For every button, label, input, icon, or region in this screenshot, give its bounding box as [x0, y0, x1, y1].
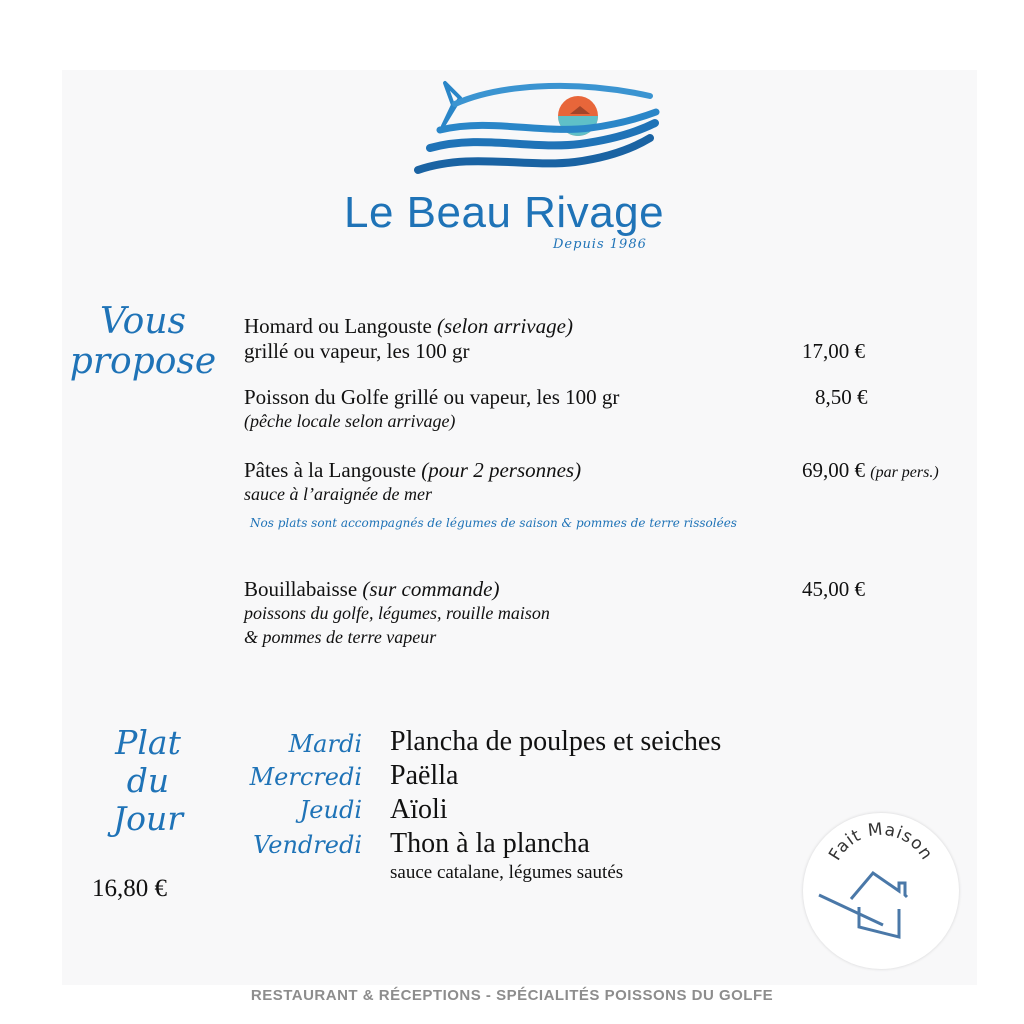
- menu-item-homard-price: 17,00 €: [802, 339, 865, 363]
- dish-jeudi: Aïoli: [390, 794, 448, 825]
- menu-item-poisson-detail: (pêche locale selon arrivage): [244, 411, 456, 431]
- menu-item-homard: Homard ou Langouste (selon arrivage): [244, 314, 573, 338]
- dish-mercredi: Paëlla: [390, 760, 459, 791]
- menu-item-homard-detail: grillé ou vapeur, les 100 gr: [244, 339, 470, 363]
- section-title-specials: Vous propose: [69, 301, 217, 382]
- dish-vendredi-detail: sauce catalane, légumes sautés: [390, 862, 624, 883]
- brand-name: Le Beau Rivage: [344, 188, 665, 237]
- menu-item-bouillabaisse-detail-2: & pommes de terre vapeur: [244, 627, 437, 647]
- dish-vendredi: Thon à la plancha: [390, 828, 590, 859]
- fait-maison-badge: [803, 813, 959, 969]
- menu-item-pates-price: 69,00 € (par pers.): [802, 458, 939, 482]
- day-jeudi: Jeudi: [299, 796, 362, 824]
- dish-mardi: Plancha de poulpes et seiches: [390, 726, 722, 757]
- day-vendredi: Vendredi: [253, 831, 362, 859]
- menu-item-bouillabaisse: Bouillabaisse (sur commande): [244, 577, 500, 601]
- menu-item-bouillabaisse-price: 45,00 €: [802, 577, 865, 601]
- footer-tagline: RESTAURANT & RÉCEPTIONS - SPÉCIALITÉS POISSONS DU GOLFE: [250, 987, 774, 1004]
- section-title-plat-du-jour: Plat du Jour: [112, 723, 184, 838]
- menu-item-pates: Pâtes à la Langouste (pour 2 personnes): [244, 458, 582, 482]
- house-icon: [803, 813, 959, 969]
- menu-item-bouillabaisse-detail-1: poissons du golfe, légumes, rouille maison: [244, 603, 550, 623]
- badge-text: Fait Maison: [825, 819, 937, 865]
- menu-item-poisson: Poisson du Golfe grillé ou vapeur, les 100 gr: [244, 385, 620, 409]
- day-mercredi: Mercredi: [249, 763, 362, 791]
- svg-text:Fait Maison: [825, 820, 937, 865]
- menu-item-poisson-price: 8,50 €: [815, 385, 868, 409]
- brand-since: Depuis 1986: [553, 237, 647, 252]
- plat-du-jour-price: 16,80 €: [92, 875, 167, 902]
- side-dish-note: Nos plats sont accompagnés de légumes de saison & pommes de terre rissolées: [250, 516, 737, 530]
- fish-logo-icon: [410, 78, 670, 178]
- menu-item-pates-detail: sauce à l’araignée de mer: [244, 484, 432, 504]
- day-mardi: Mardi: [288, 730, 362, 758]
